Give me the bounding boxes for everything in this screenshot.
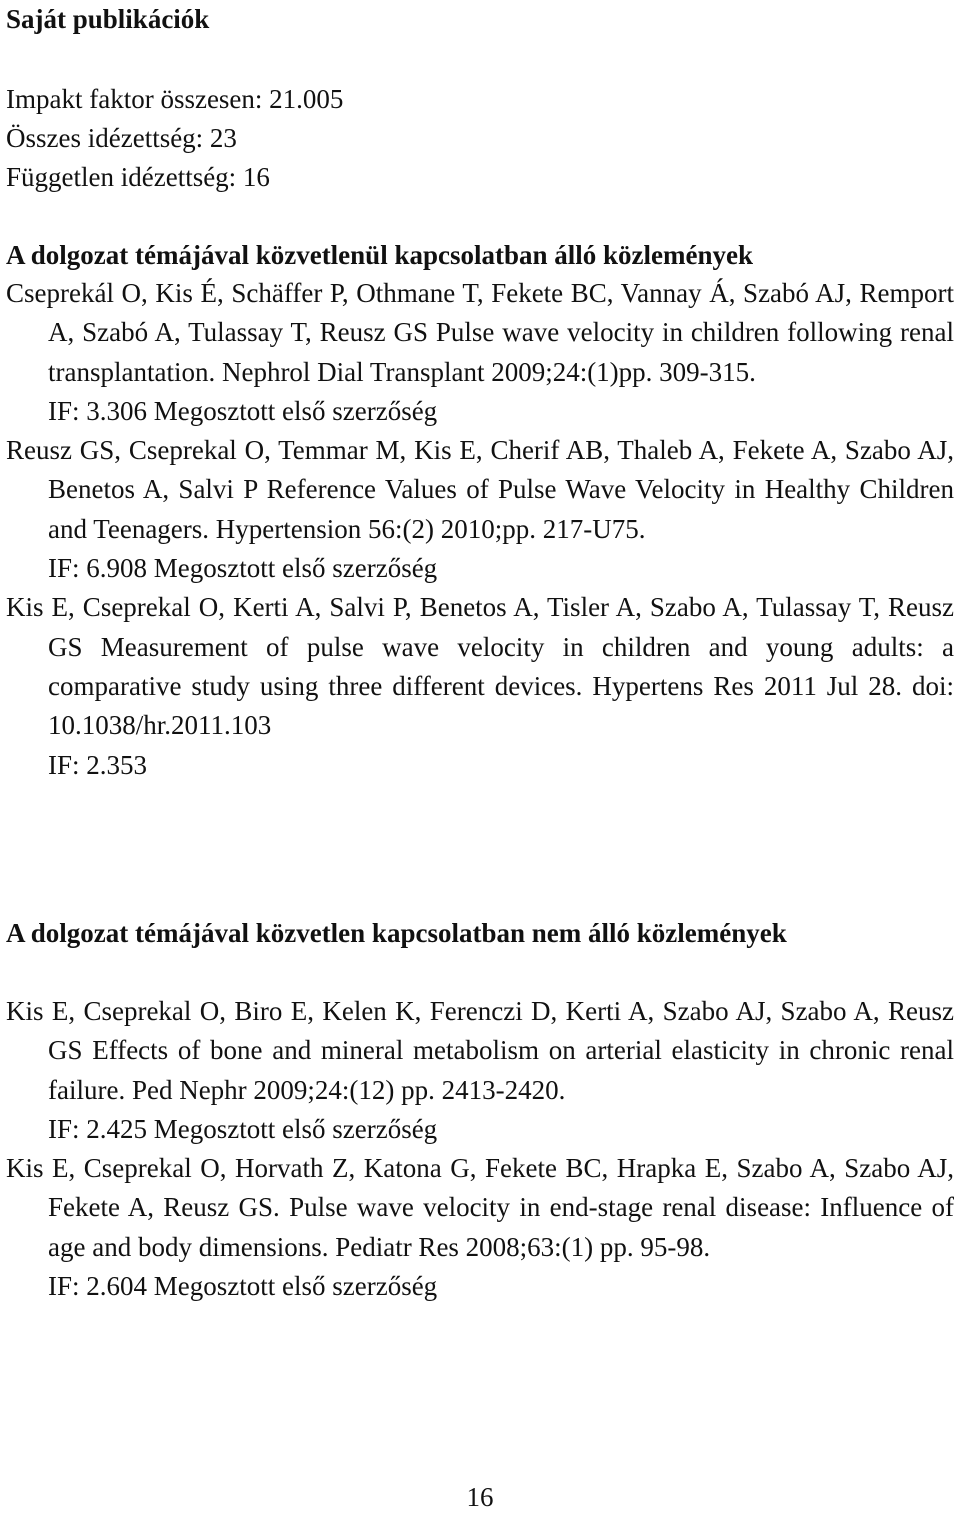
citation-stats: [6, 80, 343, 197]
section-heading-related: A dolgozat témájával közvetlenül kapcsolatban álló közlemények: [6, 240, 753, 270]
publication-impact: IF: 2.425 Megosztott első szerzőség: [48, 1113, 438, 1144]
independent-citations: Független idézettség: 16: [6, 162, 270, 192]
page-title: Saját publikációk: [6, 4, 210, 34]
publication-entry: Kis E, Cseprekal O, Horvath Z, Katona G, Fekete BC, Hrapka E, Szabo A, Szabo AJ, Fekete A, Reusz GS. Pulse wave velocity in end-stage renal disease: Influence of age and body dimensions. Pediatr Res 2008;63:(1) pp. 95-98.: [6, 1153, 954, 1262]
section-heading-unrelated: A dolgozat témájával közvetlen kapcsolatban nem álló közlemények: [6, 918, 787, 948]
total-citations: Összes idézettség: 23: [6, 123, 237, 153]
publication-impact: IF: 2.604 Megosztott első szerzőség: [48, 1271, 438, 1302]
unrelated-publications-list: [6, 992, 954, 1306]
publication-entry: Cseprekál O, Kis É, Schäffer P, Othmane T, Fekete BC, Vannay Á, Szabó AJ, Remport A, Szabó A, Tulassay T, Reusz GS Pulse wave velocity in children following renal transplantation. Nephrol Dial Transplant 2009;24:(1)pp. 309-315.: [6, 278, 954, 387]
page-number: 16: [466, 1482, 494, 1512]
publication-entry: Kis E, Cseprekal O, Kerti A, Salvi P, Benetos A, Tisler A, Szabo A, Tulassay T, Reusz GS Measurement of pulse wave velocity in children and young adults: a comparative study using three different devices. Hypertens Res 2011 Jul 28. doi: 10.1038/hr.2011.103: [6, 592, 954, 741]
publication-entry: Reusz GS, Cseprekal O, Temmar M, Kis E, Cherif AB, Thaleb A, Fekete A, Szabo AJ, Benetos A, Salvi P Reference Values of Pulse Wave Velocity in Healthy Children and Teenagers. Hypertension 56:(2) 2010;pp. 217-U75.: [6, 435, 954, 544]
publication-entry: Kis E, Cseprekal O, Biro E, Kelen K, Ferenczi D, Kerti A, Szabo AJ, Szabo A, Reusz GS Effects of bone and mineral metabolism on arterial elasticity in chronic renal failure. Ped Nephr 2009;24:(12) pp. 2413-2420.: [6, 996, 954, 1105]
impact-factor-total: Impakt faktor összesen: 21.005: [6, 84, 344, 114]
related-publications-list: [6, 274, 954, 785]
publication-impact: IF: 6.908 Megosztott első szerzőség: [48, 553, 438, 584]
publication-impact: IF: 3.306 Megosztott első szerzőség: [48, 395, 438, 426]
publication-impact: IF: 2.353: [48, 749, 148, 780]
